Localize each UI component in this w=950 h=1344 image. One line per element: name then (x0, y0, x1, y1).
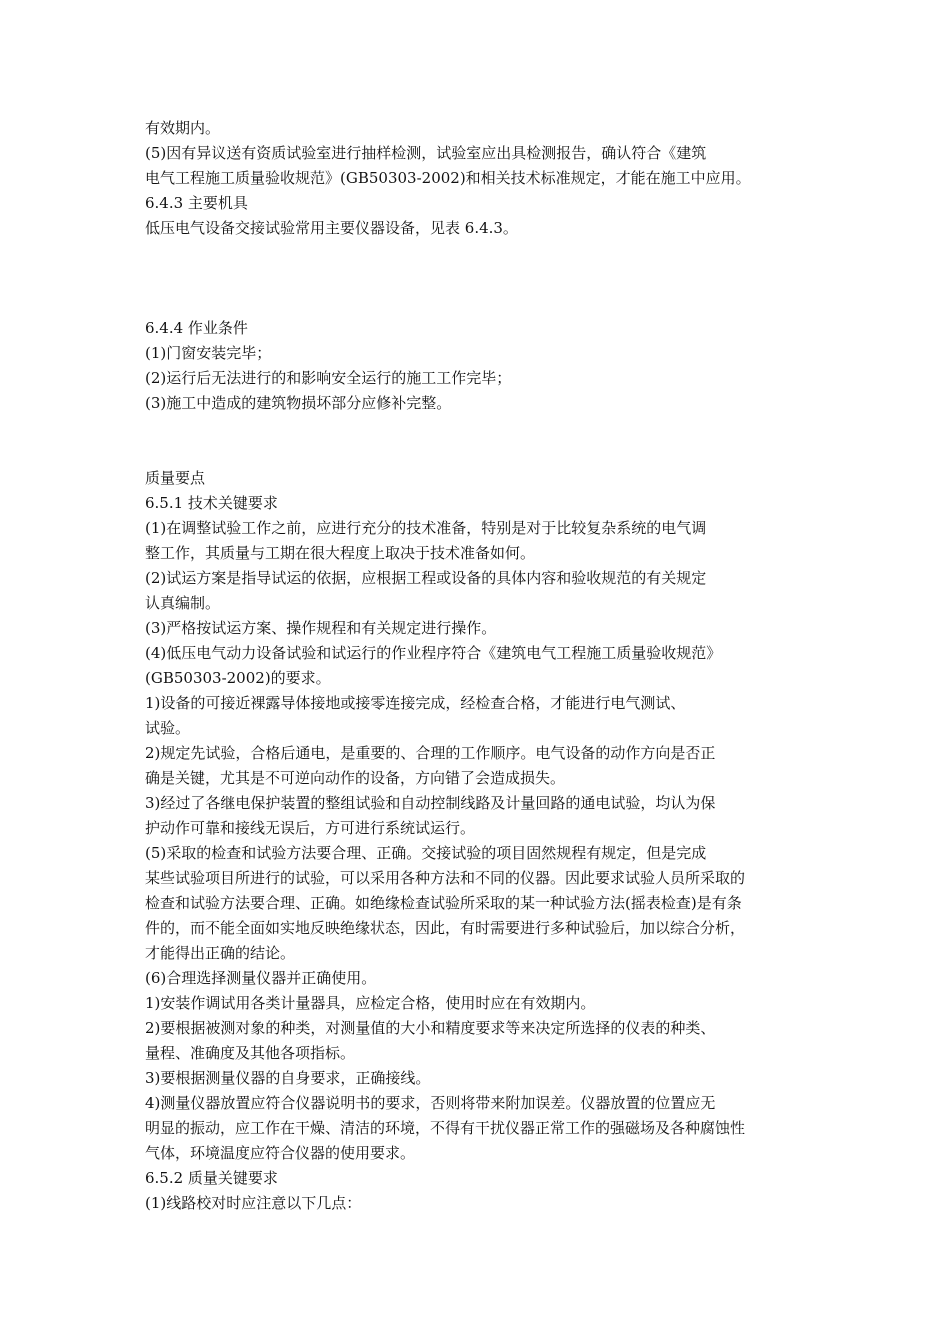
text-line: 试验。 (145, 719, 191, 737)
text-line: 1)设备的可接近裸露导体接地或接零连接完成，经检查合格，才能进行电气测试、 (145, 694, 686, 712)
text-line: 量程、准确度及其他各项指标。 (145, 1044, 356, 1062)
text-line: 才能得出正确的结论。 (145, 944, 296, 962)
section-heading: 质量要点 (145, 469, 206, 487)
text-line: 电气工程施工质量验收规范》(GB50303-2002)和相关技术标准规定，才能在施工中应用。 (145, 169, 751, 187)
text-line: 认真编制。 (145, 594, 221, 612)
text-line: (4)低压电气动力设备试验和试运行的作业程序符合《建筑电气工程施工质量验收规范》 (145, 644, 722, 662)
text-line: 气体，环境温度应符合仪器的使用要求。 (145, 1144, 416, 1162)
text-line: 有效期内。 (145, 119, 221, 137)
text-line: (2)试运方案是指导试运的依据，应根据工程或设备的具体内容和验收规范的有关规定 (145, 569, 707, 587)
section-heading: 6.4.4 作业条件 (145, 319, 248, 337)
text-line: 1)安装作调试用各类计量器具，应检定合格，使用时应在有效期内。 (145, 994, 596, 1012)
text-line: 3)要根据测量仪器的自身要求，正确接线。 (145, 1069, 431, 1087)
section-heading: 6.4.3 主要机具 (145, 194, 248, 212)
text-line: (6)合理选择测量仪器并正确使用。 (145, 969, 377, 987)
text-line: 2)要根据被测对象的种类，对测量值的大小和精度要求等来决定所选择的仪表的种类、 (145, 1019, 716, 1037)
text-line: 2)规定先试验，合格后通电，是重要的、合理的工作顺序。电气设备的动作方向是否正 (145, 744, 716, 762)
text-line: (2)运行后无法进行的和影响安全运行的施工工作完毕； (145, 369, 512, 387)
text-line: 护动作可靠和接线无误后，方可进行系统试运行。 (145, 819, 476, 837)
text-line: 3)经过了各继电保护装置的整组试验和自动控制线路及计量回路的通电试验，均认为保 (145, 794, 716, 812)
section-heading: 6.5.1 技术关键要求 (145, 494, 278, 512)
text-line: 某些试验项目所进行的试验，可以采用各种方法和不同的仪器。因此要求试验人员所采取的 (145, 869, 746, 887)
text-line: 件的，而不能全面如实地反映绝缘状态，因此，有时需要进行多种试验后，加以综合分析， (145, 919, 746, 937)
text-line: (3)施工中造成的建筑物损坏部分应修补完整。 (145, 394, 452, 412)
text-line: (1)在调整试验工作之前，应进行充分的技术准备，特别是对于比较复杂系统的电气调 (145, 519, 707, 537)
text-line: 4)测量仪器放置应符合仪器说明书的要求，否则将带来附加误差。仪器放置的位置应无 (145, 1094, 716, 1112)
text-line: 低压电气设备交接试验常用主要仪器设备，见表 6.4.3。 (145, 219, 518, 237)
text-line: (1)线路校对时应注意以下几点： (145, 1194, 362, 1212)
text-line: 确是关键，尤其是不可逆向动作的设备，方向错了会造成损失。 (145, 769, 566, 787)
text-line: 检查和试验方法要合理、正确。如绝缘检查试验所采取的某一种试验方法(摇表检查)是有条 (145, 894, 742, 912)
section-heading: 6.5.2 质量关键要求 (145, 1169, 278, 1187)
text-line: (5)采取的检查和试验方法要合理、正确。交接试验的项目固然规程有规定，但是完成 (145, 844, 707, 862)
text-line: 明显的振动，应工作在干燥、清洁的环境，不得有干扰仪器正常工作的强磁场及各种腐蚀性 (145, 1119, 746, 1137)
text-line: 整工作，其质量与工期在很大程度上取决于技术准备如何。 (145, 544, 536, 562)
text-line: (3)严格按试运方案、操作规程和有关规定进行操作。 (145, 619, 497, 637)
text-line: (GB50303-2002)的要求。 (145, 669, 331, 687)
text-line: (1)门窗安装完毕； (145, 344, 272, 362)
text-line: (5)因有异议送有资质试验室进行抽样检测，试验室应出具检测报告，确认符合《建筑 (145, 144, 707, 162)
